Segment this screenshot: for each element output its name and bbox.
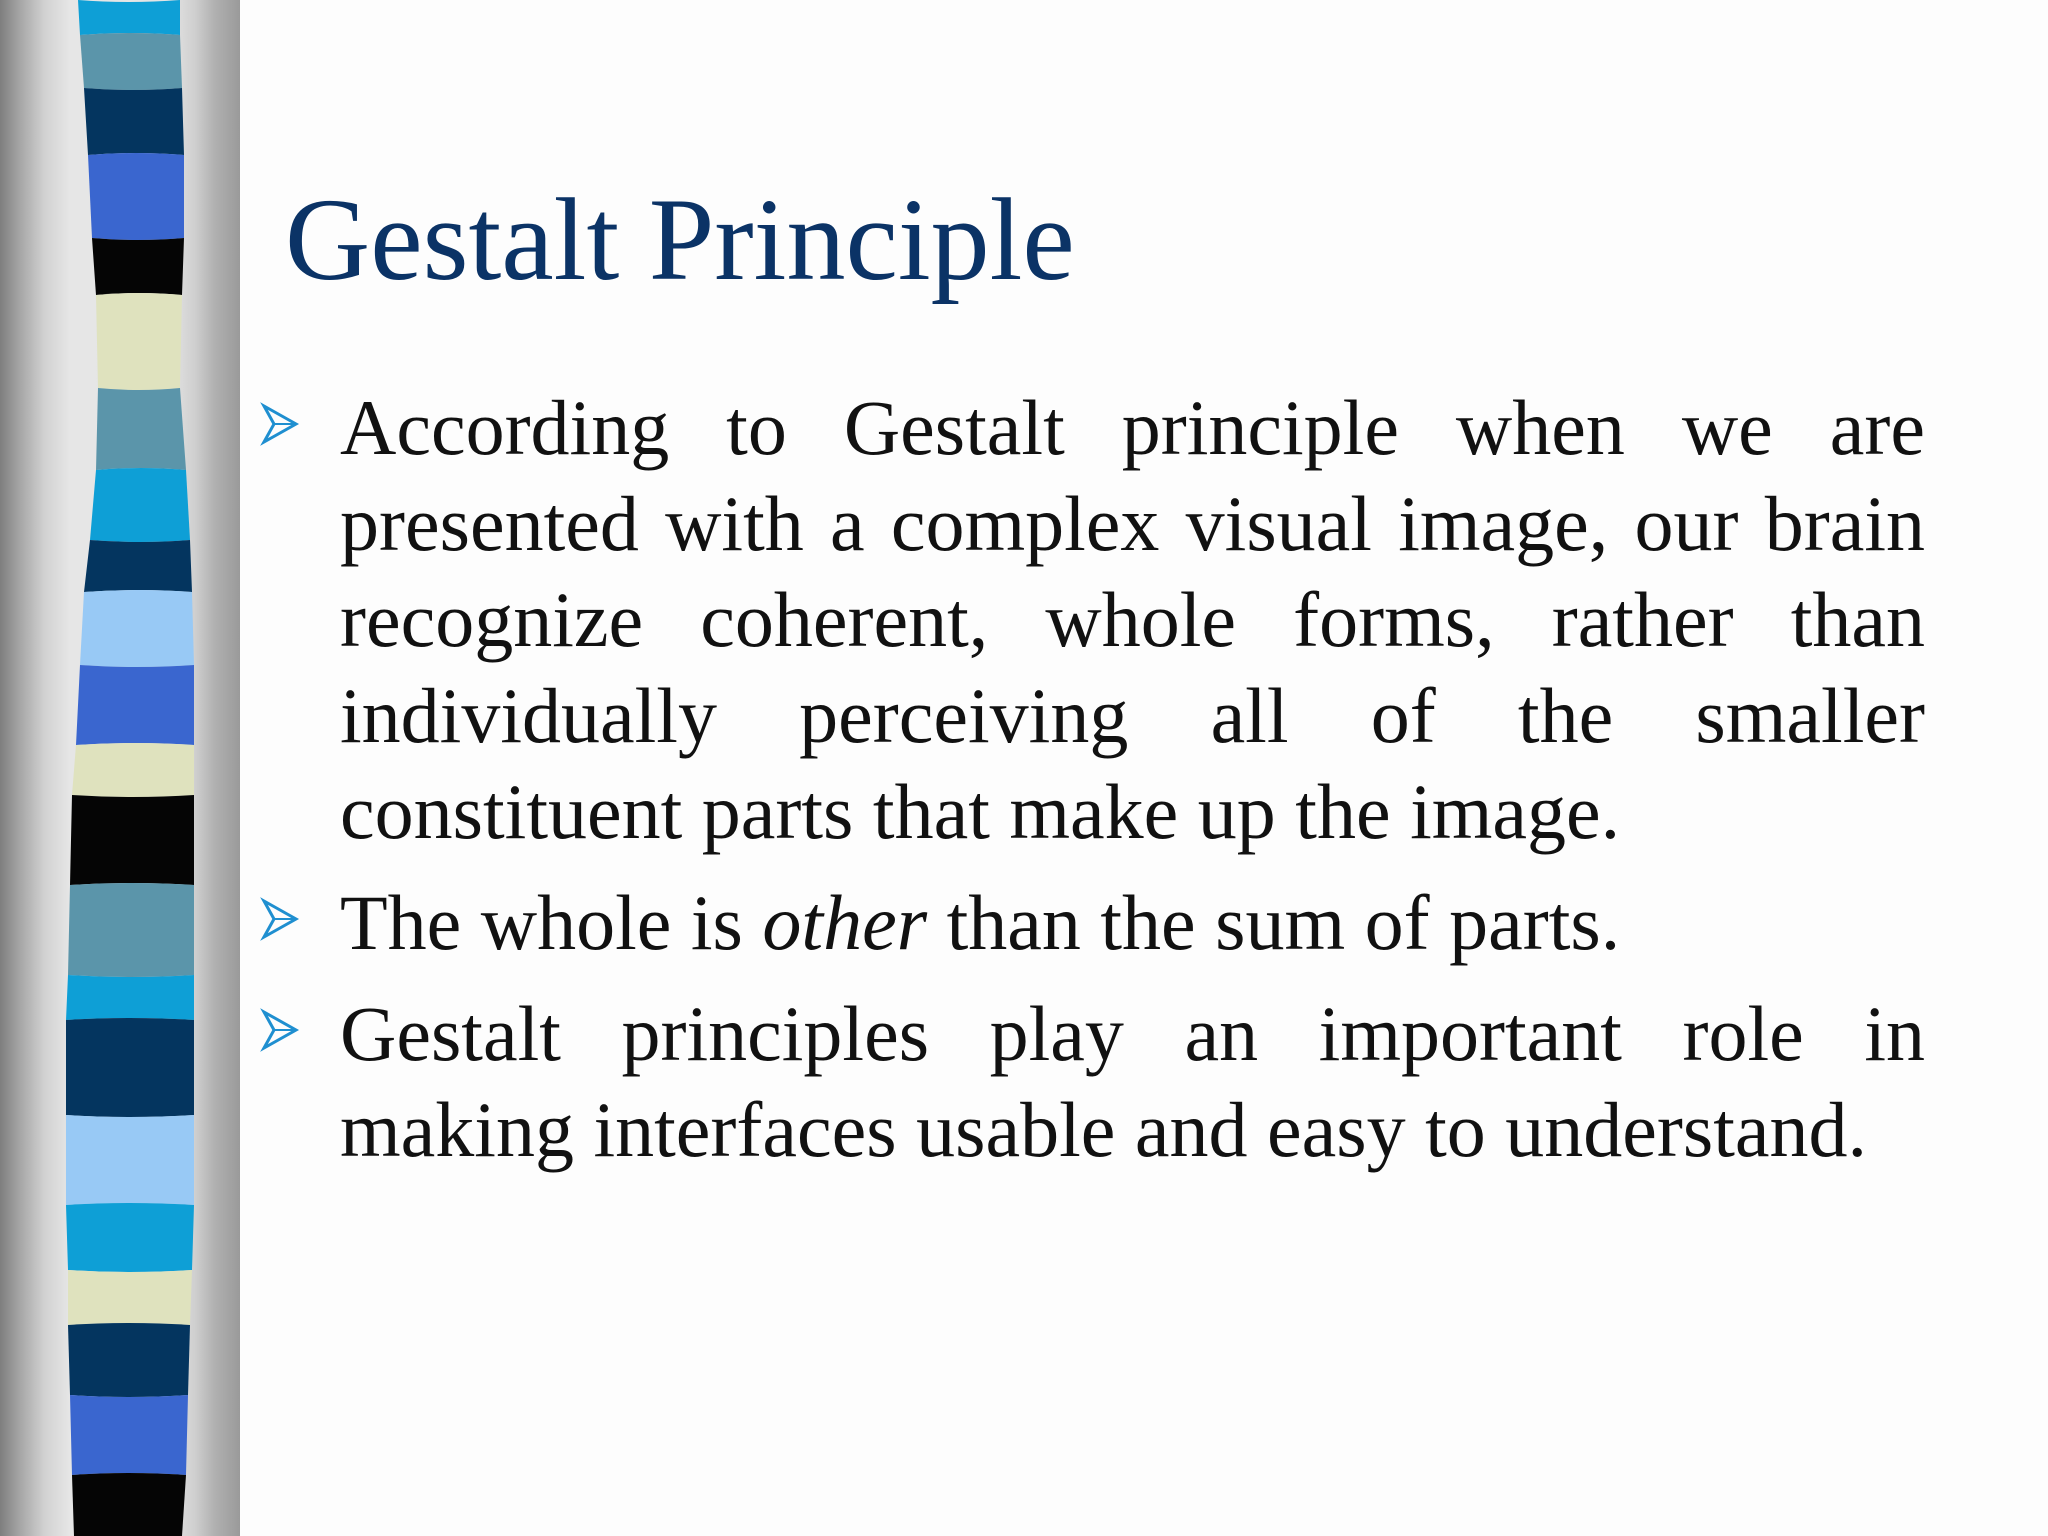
- slide-title: Gestalt Principle: [285, 174, 1075, 305]
- stripe-band: [80, 590, 194, 667]
- stripe-band: [92, 238, 184, 295]
- bullet-text-after: than the sum of parts.: [927, 879, 1621, 966]
- stripe-band: [68, 883, 194, 977]
- stripe-band: [68, 1323, 190, 1397]
- stripe-band: [96, 293, 182, 390]
- bullet-item-2: [260, 875, 1925, 971]
- stripe-band: [84, 88, 184, 155]
- stripe-band: [72, 743, 194, 797]
- bullet-text: [340, 875, 1925, 971]
- stripe-band: [84, 540, 192, 592]
- bullet-text: According to Gestalt principle when we are presented with a complex visual image, our brain recognize coherent, whole forms, rather than individually perceiving all of the smaller constituent parts that make up the image.: [340, 384, 1925, 855]
- bullet-text-before: The whole is: [340, 879, 763, 966]
- bullet-list: [260, 380, 1925, 1193]
- stripe-band: [70, 795, 194, 885]
- striped-bar-decoration: [0, 0, 240, 1536]
- bullet-text-emphasis: other: [762, 879, 928, 966]
- bullet-text: Gestalt principles play an important role in making interfaces usable and easy to understand.: [340, 990, 1925, 1173]
- arrow-bullet-icon: [260, 1008, 300, 1052]
- bullet-item-3: [260, 986, 1925, 1178]
- arrow-bullet-icon: [260, 402, 300, 446]
- bullet-item-1: [260, 380, 1925, 860]
- stripe-band: [66, 1115, 194, 1205]
- stripe-band: [96, 388, 186, 470]
- stripe-band: [90, 468, 190, 542]
- stripe-band: [78, 0, 180, 35]
- stripe-band: [72, 1473, 186, 1536]
- stripe-band: [66, 975, 194, 1020]
- stripe-band: [68, 1270, 192, 1325]
- stripe-band: [70, 1395, 188, 1475]
- stripe-band: [88, 153, 184, 240]
- stripe-band: [76, 665, 194, 745]
- arrow-bullet-icon: [260, 897, 300, 941]
- stripe-band: [66, 1018, 194, 1117]
- stripe-band: [66, 1203, 194, 1272]
- stripe-band: [80, 33, 182, 90]
